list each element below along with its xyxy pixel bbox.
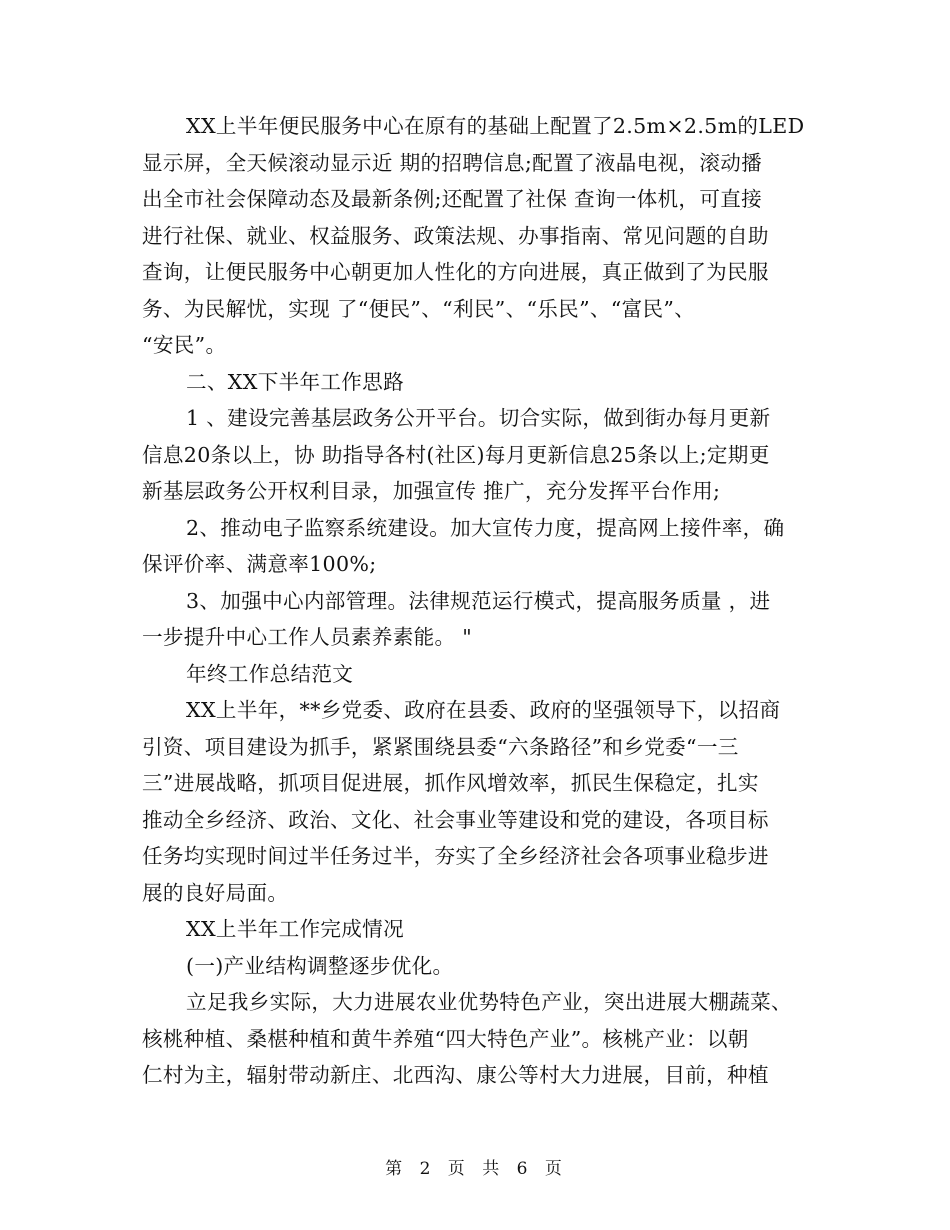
section-heading: 二、XX下半年工作思路 [186,369,404,394]
section-heading: XX上半年工作完成情况 [186,917,404,941]
text-line: 2、推动电子监察系统建设。加大宣传力度，提高网上接件率，确 [186,515,785,540]
text-line: 3、加强中心内部管理。法律规范运行模式，提高服务质量 ，进 [186,588,771,613]
section-heading: 年终工作总结范文 [186,661,354,686]
text-line: 进行社保、就业、权益服务、政策法规、办事指南、常见问题的自助 [142,223,769,248]
text-line: 一步提升中心工作人员素养素能。 " [142,625,473,649]
text-line: 核桃种植、桑椹种植和黄牛养殖“四大特色产业”。核桃产业：以朝 [142,1026,749,1051]
text-line: 出全市社会保障动态及最新条例;还配置了社保 查询一体机，可直接 [142,187,762,211]
text-line: 1 、建设完善基层政务公开平台。切合实际，做到街办每月更新 [186,406,771,430]
text-line: 展的良好局面。 [142,880,289,905]
page-footer: 第 2 页 共 6 页 [385,1159,565,1179]
text-line: 新基层政务公开权利目录，加强宣传 推广，充分发挥平台作用; [142,479,721,503]
text-line: XX上半年便民服务中心在原有的基础上配置了2.5m×2.5m的LED [186,114,805,138]
text-line: 三”进展战略，抓项目促进展，抓作风增效率，抓民生保稳定，扎实 [142,771,759,795]
text-line: 任务均实现时间过半任务过半，夯实了全乡经济社会各项事业稳步进 [142,844,769,868]
text-line: 查询，让便民服务中心朝更加人性化的方向进展，真正做到了为民服 [142,260,769,284]
text-line: XX上半年，**乡党委、政府在县委、政府的坚强领导下，以招商 [186,698,781,722]
text-line: 信息20条以上，协 助指导各村(社区)每月更新信息25条以上;定期更 [142,442,770,467]
text-line: 推动全乡经济、政治、文化、社会事业等建设和党的建设，各项目标 [142,807,769,832]
document-body [142,108,812,1094]
section-heading: (一)产业结构调整逐步优化。 [186,953,454,978]
text-line: “安民”。 [142,333,227,357]
text-line: 保评价率、满意率100%; [142,552,377,576]
text-line: 仁村为主，辐射带动新庄、北西沟、康公等村大力进展，目前，种植 [142,1063,769,1087]
text-line: 引资、项目建设为抓手，紧紧围绕县委“六条路径”和乡党委“一三 [142,734,739,759]
text-line: 立足我乡实际，大力进展农业优势特色产业，突出进展大棚蔬菜、 [186,990,792,1014]
text-line: 显示屏，全天候滚动显示近 期的招聘信息;配置了液晶电视，滚动播 [142,150,762,175]
text-line: 务、为民解忧，实现 了“便民”、“利民”、“乐民”、“富民”、 [142,296,696,321]
